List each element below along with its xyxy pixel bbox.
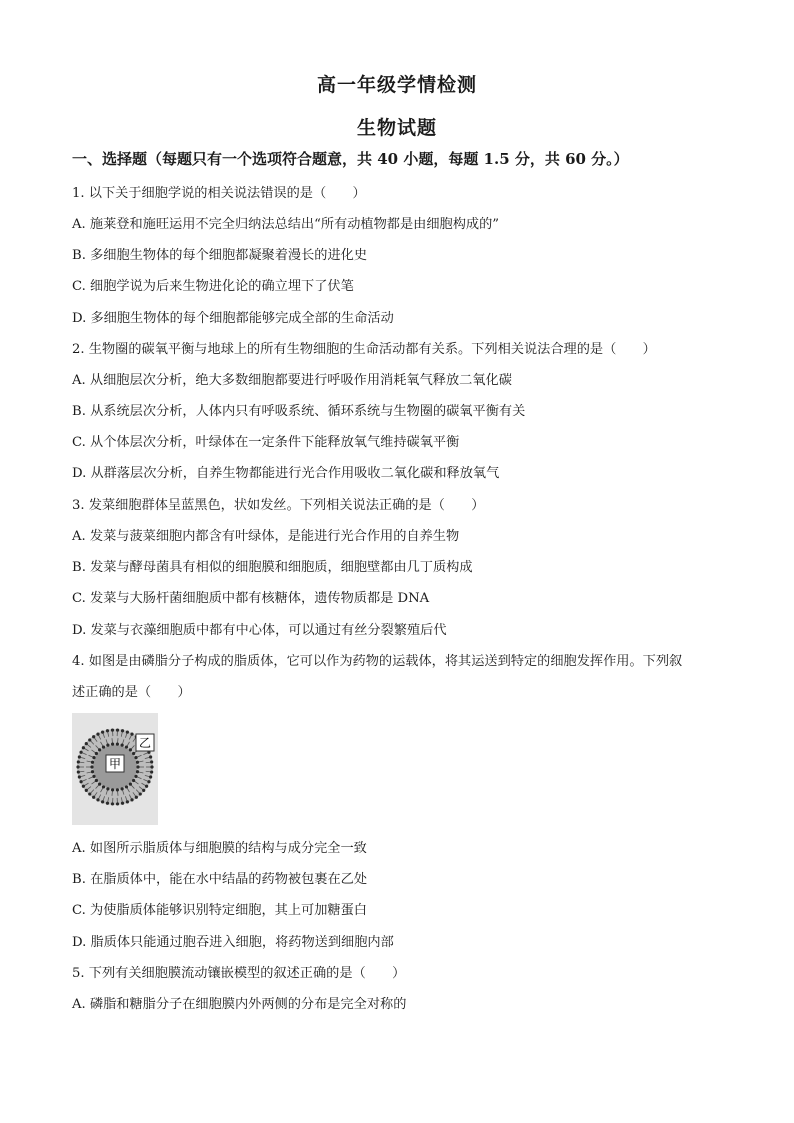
phospholipid-head xyxy=(78,755,81,758)
phospholipid-head xyxy=(142,789,145,792)
phospholipid-head xyxy=(92,756,95,759)
phospholipid-head xyxy=(79,780,82,783)
phospholipid-head xyxy=(96,798,99,801)
phospholipid-head xyxy=(116,802,119,805)
phospholipid-head xyxy=(150,765,153,768)
phospholipid-head xyxy=(116,743,119,746)
liposome-diagram xyxy=(72,713,158,825)
phospholipid-head xyxy=(132,752,135,755)
question-2-option-c: C. 从个体层次分析，叶绿体在一定条件下能释放氧气维持碳氧平衡 xyxy=(72,435,460,450)
section-heading: 一、选择题（每题只有一个选项符合题意，共 40 小题，每题 1.5 分，共 60 分。） xyxy=(72,150,629,168)
phospholipid-head xyxy=(132,779,135,782)
phospholipid-head xyxy=(95,779,98,782)
exam-title: 高一年级学情检测 xyxy=(316,74,477,96)
phospholipid-head xyxy=(102,785,105,788)
question-3-option-a: A. 发菜与菠菜细胞内都含有叶绿体，是能进行光合作用的自养生物 xyxy=(72,529,460,544)
phospholipid-head xyxy=(111,728,114,731)
liposome-figure xyxy=(72,713,158,825)
phospholipid-head xyxy=(116,728,119,731)
phospholipid-head xyxy=(91,761,94,764)
question-3-option-c: C. 发菜与大肠杆菌细胞质中都有核糖体，遗传物质都是 DNA xyxy=(72,591,430,606)
question-5-stem: 5. 下列有关细胞膜流动镶嵌模型的叙述正确的是（ ） xyxy=(72,966,406,981)
phospholipid-head xyxy=(129,748,132,751)
phospholipid-head xyxy=(149,755,152,758)
phospholipid-head xyxy=(126,800,129,803)
phospholipid-head xyxy=(88,792,91,795)
phospholipid-head xyxy=(90,765,93,768)
phospholipid-head xyxy=(130,798,133,801)
phospholipid-head xyxy=(121,744,124,747)
phospholipid-head xyxy=(121,787,124,790)
phospholipid-head xyxy=(82,746,85,749)
phospholipid-head xyxy=(92,796,95,799)
phospholipid-head xyxy=(102,745,105,748)
phospholipid-head xyxy=(129,782,132,785)
phospholipid-head xyxy=(125,785,128,788)
phospholipid-head xyxy=(95,752,98,755)
question-1-option-d: D. 多细胞生物体的每个细胞都能够完成全部的生命活动 xyxy=(72,311,394,326)
inner-label-jia: 甲 xyxy=(108,757,122,771)
question-1-option-a: A. 施莱登和施旺运用不完全归纳法总结出“所有动植物都是由细胞构成的” xyxy=(72,217,500,232)
phospholipid-head xyxy=(134,775,137,778)
phospholipid-head xyxy=(101,731,104,734)
phospholipid-head xyxy=(125,745,128,748)
question-4-option-a: A. 如图所示脂质体与细胞膜的结构与成分完全一致 xyxy=(72,841,367,856)
phospholipid-head xyxy=(106,802,109,805)
phospholipid-head xyxy=(136,761,139,764)
question-4-option-b: B. 在脂质体中，能在水中结晶的药物被包裹在乙处 xyxy=(72,872,368,887)
phospholipid-head xyxy=(106,787,109,790)
phospholipid-head xyxy=(149,775,152,778)
question-3-option-b: B. 发菜与酵母菌具有相似的细胞膜和细胞质，细胞壁都由几丁质构成 xyxy=(72,560,473,575)
phospholipid-head xyxy=(85,789,88,792)
question-2-option-a: A. 从细胞层次分析，绝大多数细胞都要进行呼吸作用消耗氧气释放二氧化碳 xyxy=(72,373,512,388)
phospholipid-head xyxy=(134,756,137,759)
question-4-stem-line-2: 述正确的是（ ） xyxy=(72,685,191,700)
phospholipid-head xyxy=(111,743,114,746)
phospholipid-head xyxy=(121,729,124,732)
phospholipid-head xyxy=(78,775,81,778)
phospholipid-head xyxy=(111,802,114,805)
phospholipid-head xyxy=(121,802,124,805)
question-1-stem: 1. 以下关于细胞学说的相关说法错误的是（ ） xyxy=(72,186,366,201)
phospholipid-head xyxy=(76,765,79,768)
question-3-stem: 3. 发菜细胞群体呈蓝黑色，状如发丝。下列相关说法正确的是（ ） xyxy=(72,498,485,513)
question-1-option-c: C. 细胞学说为后来生物进化论的确立埋下了伏笔 xyxy=(72,279,354,294)
question-2-option-b: B. 从系统层次分析，人体内只有呼吸系统、循环系统与生物圈的碳氧平衡有关 xyxy=(72,404,526,419)
outer-label-yi: 乙 xyxy=(138,736,152,750)
phospholipid-head xyxy=(91,770,94,773)
phospholipid-head xyxy=(135,796,138,799)
phospholipid-head xyxy=(130,733,133,736)
phospholipid-head xyxy=(126,731,129,734)
phospholipid-head xyxy=(145,785,148,788)
phospholipid-head xyxy=(98,748,101,751)
phospholipid-head xyxy=(77,760,80,763)
phospholipid-head xyxy=(111,788,114,791)
phospholipid-head xyxy=(150,770,153,773)
question-2-stem: 2. 生物圈的碳氧平衡与地球上的所有生物细胞的生命活动都有关系。下列相关说法合理的是（ ） xyxy=(72,342,656,357)
phospholipid-head xyxy=(77,770,80,773)
phospholipid-head xyxy=(85,742,88,745)
phospholipid-head xyxy=(92,735,95,738)
phospholipid-head xyxy=(147,780,150,783)
phospholipid-head xyxy=(92,775,95,778)
phospholipid-head xyxy=(106,729,109,732)
question-4-option-d: D. 脂质体只能通过胞吞进入细胞，将药物送到细胞内部 xyxy=(72,935,394,950)
exam-subtitle: 生物试题 xyxy=(356,117,437,139)
phospholipid-head xyxy=(116,788,119,791)
question-3-option-d: D. 发菜与衣藻细胞质中都有中心体，可以通过有丝分裂繁殖后代 xyxy=(72,623,447,638)
phospholipid-head xyxy=(82,785,85,788)
phospholipid-head xyxy=(79,751,82,754)
question-2-option-d: D. 从群落层次分析，自养生物都能进行光合作用吸收二氧化碳和释放氧气 xyxy=(72,466,500,481)
phospholipid-head xyxy=(106,744,109,747)
phospholipid-head xyxy=(96,733,99,736)
question-1-option-b: B. 多细胞生物体的每个细胞都凝聚着漫长的进化史 xyxy=(72,248,368,263)
phospholipid-head xyxy=(98,782,101,785)
question-5-option-a: A. 磷脂和糖脂分子在细胞膜内外两侧的分布是完全对称的 xyxy=(72,997,407,1012)
phospholipid-head xyxy=(101,800,104,803)
question-4-stem-line-1: 4. 如图是由磷脂分子构成的脂质体，它可以作为药物的运载体，将其运送到特定的细胞发挥作用。下列叙 xyxy=(72,654,683,669)
phospholipid-head xyxy=(136,765,139,768)
phospholipid-head xyxy=(150,760,153,763)
phospholipid-head xyxy=(88,738,91,741)
phospholipid-head xyxy=(139,792,142,795)
question-4-option-c: C. 为使脂质体能够识别特定细胞，其上可加糖蛋白 xyxy=(72,903,367,918)
phospholipid-head xyxy=(136,770,139,773)
